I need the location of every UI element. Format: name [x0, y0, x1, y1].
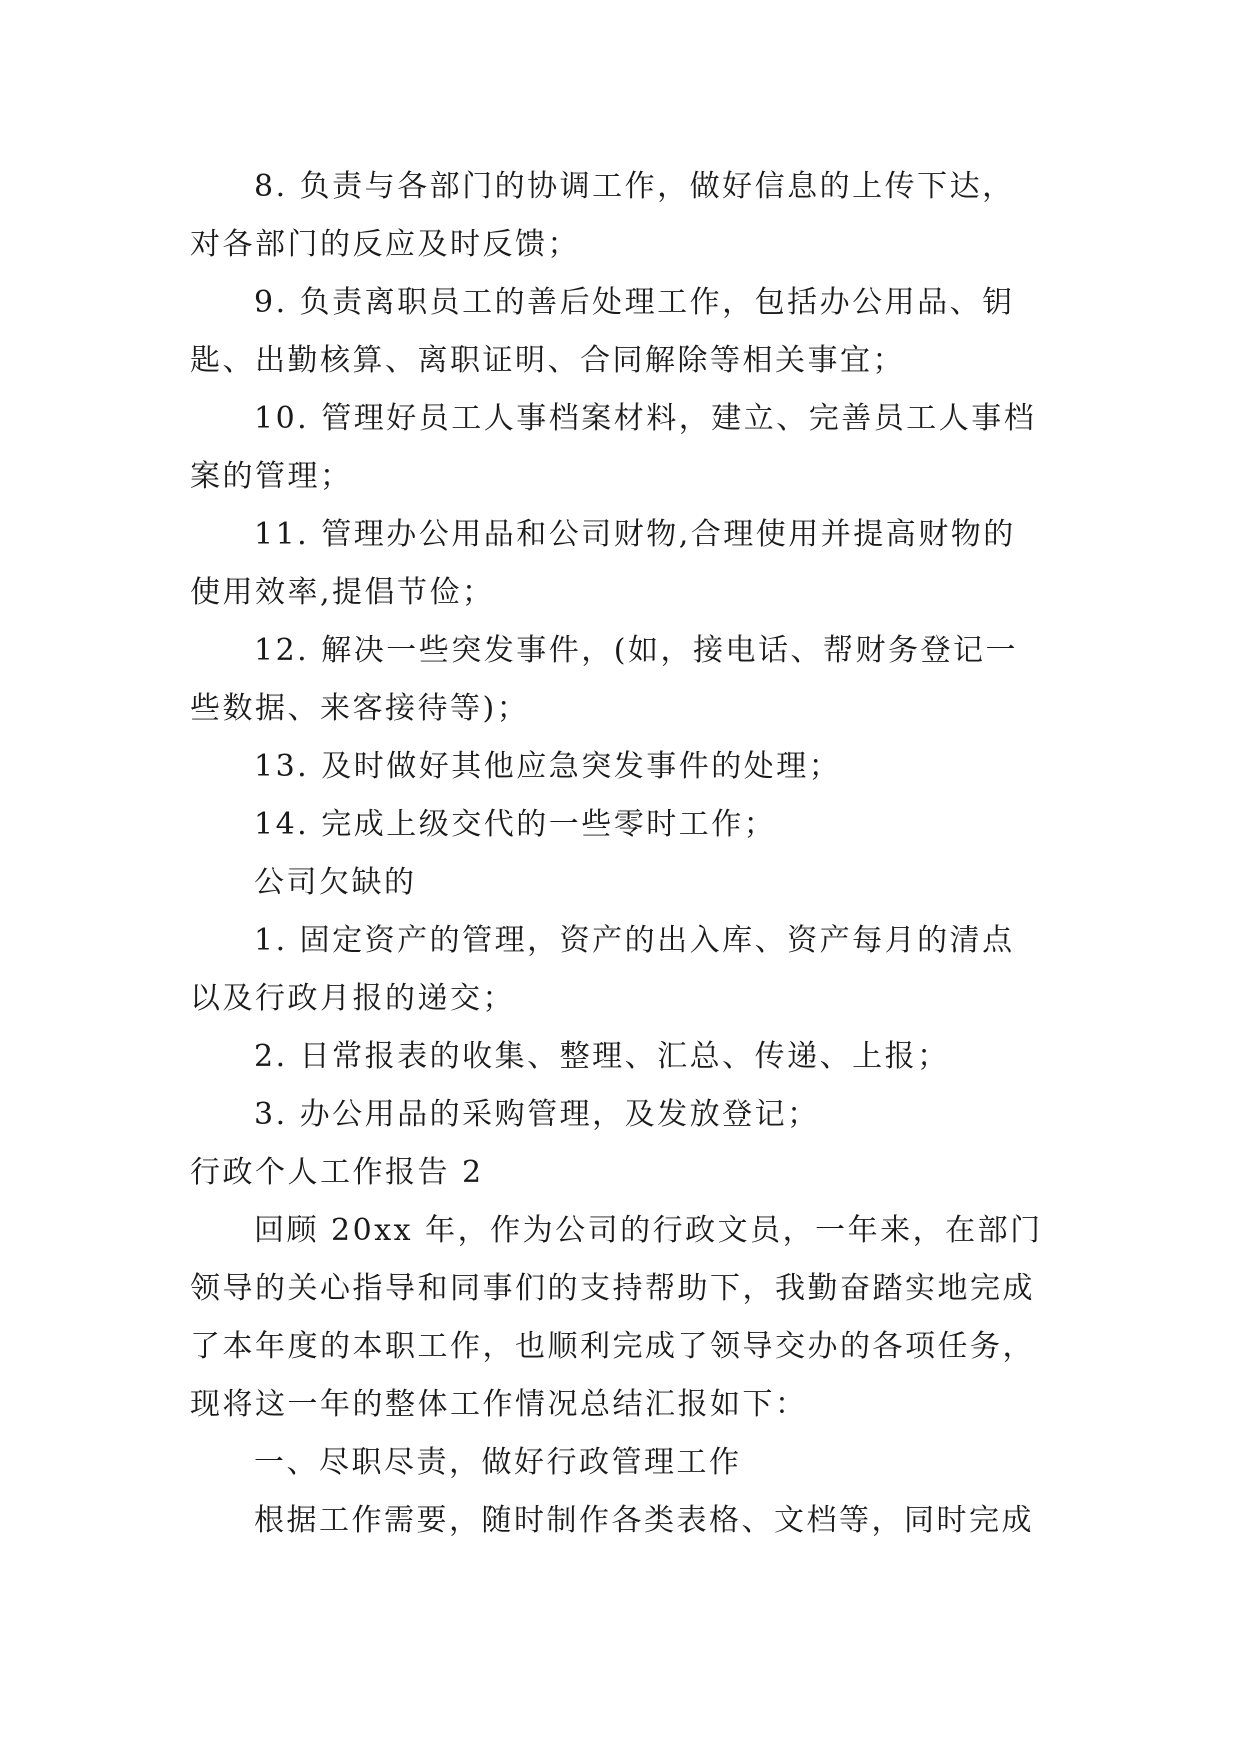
paragraph-line: 以及行政月报的递交； — [190, 981, 515, 1016]
paragraph-line: 8. 负责与各部门的协调工作，做好信息的上传下达， — [254, 169, 1015, 204]
section-heading: 一、尽职尽责，做好行政管理工作 — [254, 1445, 742, 1480]
paragraph-line: 了本年度的本职工作，也顺利完成了领导交办的各项任务， — [190, 1329, 1035, 1364]
paragraph-line: 现将这一年的整体工作情况总结汇报如下： — [190, 1387, 808, 1422]
paragraph-line: 匙、出勤核算、离职证明、合同解除等相关事宜； — [190, 343, 905, 378]
paragraph-line: 对各部门的反应及时反馈； — [190, 227, 580, 262]
paragraph-line: 14. 完成上级交代的一些零时工作； — [254, 807, 777, 842]
paragraph-line: 回顾 20xx 年，作为公司的行政文员，一年来，在部门 — [254, 1213, 1043, 1248]
paragraph-line: 11. 管理办公用品和公司财物,合理使用并提高财物的 — [254, 517, 1016, 552]
paragraph-line: 使用效率,提倡节俭； — [190, 575, 495, 610]
paragraph-line: 2. 日常报表的收集、整理、汇总、传递、上报； — [254, 1039, 950, 1074]
paragraph-line: 3. 办公用品的采购管理，及发放登记； — [254, 1097, 820, 1132]
paragraph-line: 12. 解决一些突发事件，(如，接电话、帮财务登记一 — [254, 633, 1018, 668]
paragraph-line: 9. 负责离职员工的善后处理工作，包括办公用品、钥 — [254, 285, 1015, 320]
document-body — [190, 158, 1058, 1550]
paragraph-line: 1. 固定资产的管理，资产的出入库、资产每月的清点 — [254, 923, 1015, 958]
paragraph-line: 案的管理； — [190, 459, 353, 494]
section-label: 公司欠缺的 — [254, 865, 417, 900]
paragraph-line: 根据工作需要，随时制作各类表格、文档等，同时完成 — [254, 1503, 1034, 1538]
paragraph-line: 些数据、来客接待等)； — [190, 691, 530, 726]
paragraph-line: 10. 管理好员工人事档案材料，建立、完善员工人事档 — [254, 401, 1037, 436]
paragraph-line: 领导的关心指导和同事们的支持帮助下，我勤奋踏实地完成 — [190, 1271, 1035, 1306]
paragraph-line: 13. 及时做好其他应急突发事件的处理； — [254, 749, 842, 784]
report-title: 行政个人工作报告 2 — [190, 1155, 484, 1190]
